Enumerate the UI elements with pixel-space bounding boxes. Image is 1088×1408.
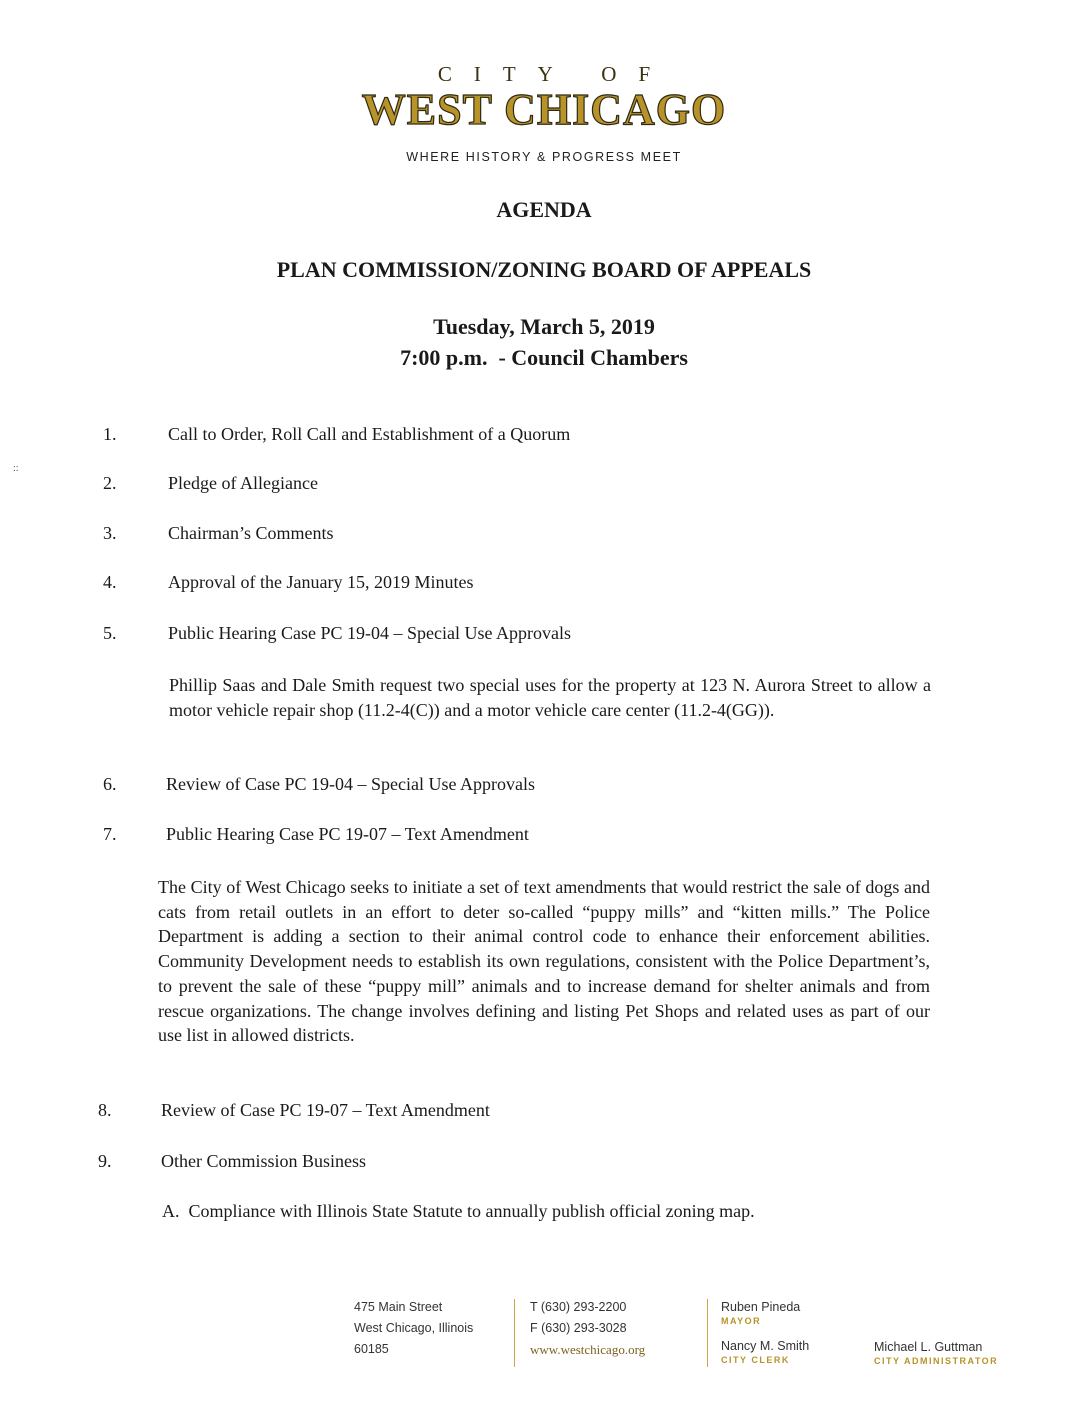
item5-description: Phillip Saas and Dale Smith request two special uses for the property at 123 N. Aurora Street to allow a motor vehicle repair shop (11.2-4(C)) and a motor vehicle care center (11.2-4(GG)). xyxy=(169,675,931,720)
item-number: 5. xyxy=(103,623,117,643)
phone-number: T (630) 293-2200 xyxy=(530,1300,627,1314)
item-number: 3. xyxy=(103,523,117,543)
item-text: Pledge of Allegiance xyxy=(168,473,318,493)
item-number: 9. xyxy=(98,1151,112,1171)
footer-divider xyxy=(707,1299,708,1367)
item-text: Review of Case PC 19-07 – Text Amendment xyxy=(161,1100,490,1120)
item-text: Chairman’s Comments xyxy=(168,523,334,543)
address-line: West Chicago, Illinois xyxy=(354,1321,474,1335)
tagline: WHERE HISTORY & PROGRESS MEET xyxy=(406,150,682,164)
board-title: PLAN COMMISSION/ZONING BOARD OF APPEALS xyxy=(276,257,812,282)
address-line: 475 Main Street xyxy=(354,1300,443,1314)
clerk-name: Nancy M. Smith xyxy=(721,1339,810,1353)
footer-contact xyxy=(530,1297,645,1360)
address-line: 60185 xyxy=(354,1342,389,1356)
item-number: 8. xyxy=(98,1100,112,1120)
item-text: Other Commission Business xyxy=(161,1151,367,1171)
footer-administrator xyxy=(874,1339,998,1366)
meeting-date: Tuesday, March 5, 2019 xyxy=(433,314,655,339)
item-text: Review of Case PC 19-04 – Special Use Approvals xyxy=(166,774,535,794)
item9-sub-text: A. Compliance with Illinois State Statute to annually publish official zoning map. xyxy=(162,1201,755,1221)
clerk-role: CITY CLERK xyxy=(721,1355,790,1365)
footer-divider xyxy=(514,1299,515,1367)
item7-description: The City of West Chicago seeks to initiate a set of text amendments that would restrict the sale of dogs and cats from retail outlets in an effort to deter so-called “puppy mills” and “kitten mills.” The Police Department is adding a section to their animal control code to enhance their enforcement abilities. Community Development needs to establish its own regulations, consistent with the Police Department’s, to prevent the sale of these “puppy mill” animals and to increase demand for shelter animals and from rescue organizations. The change involves defining and listing Pet Shops and related uses as part of our use list in allowed districts. xyxy=(158,877,930,1046)
agenda-title: AGENDA xyxy=(496,197,592,222)
item-text: Public Hearing Case PC 19-04 – Special Use Approvals xyxy=(168,623,571,643)
footer-officials xyxy=(721,1299,809,1365)
fax-number: F (630) 293-3028 xyxy=(530,1321,627,1335)
item-number: 2. xyxy=(103,473,117,493)
meeting-time: 7:00 p.m. - Council Chambers xyxy=(400,345,688,370)
item-number: 4. xyxy=(103,572,117,592)
website-link[interactable]: www.westchicago.org xyxy=(530,1342,646,1357)
footer-address xyxy=(354,1297,473,1360)
logo-city-of: CITY OF xyxy=(437,62,673,86)
item-text: Approval of the January 15, 2019 Minutes xyxy=(168,572,474,592)
admin-role: CITY ADMINISTRATOR xyxy=(874,1356,999,1366)
scan-mark: :: xyxy=(13,463,19,474)
item-number: 6. xyxy=(103,774,117,794)
mayor-name: Ruben Pineda xyxy=(721,1300,801,1314)
item-text: Call to Order, Roll Call and Establishment of a Quorum xyxy=(168,424,571,444)
item-number: 7. xyxy=(103,824,117,844)
item-number: 1. xyxy=(103,424,117,444)
logo-west-chicago: WEST CHICAGO xyxy=(361,85,727,134)
item-text: Public Hearing Case PC 19-07 – Text Amendment xyxy=(166,824,529,844)
mayor-role: MAYOR xyxy=(721,1316,762,1326)
admin-name: Michael L. Guttman xyxy=(874,1340,983,1354)
